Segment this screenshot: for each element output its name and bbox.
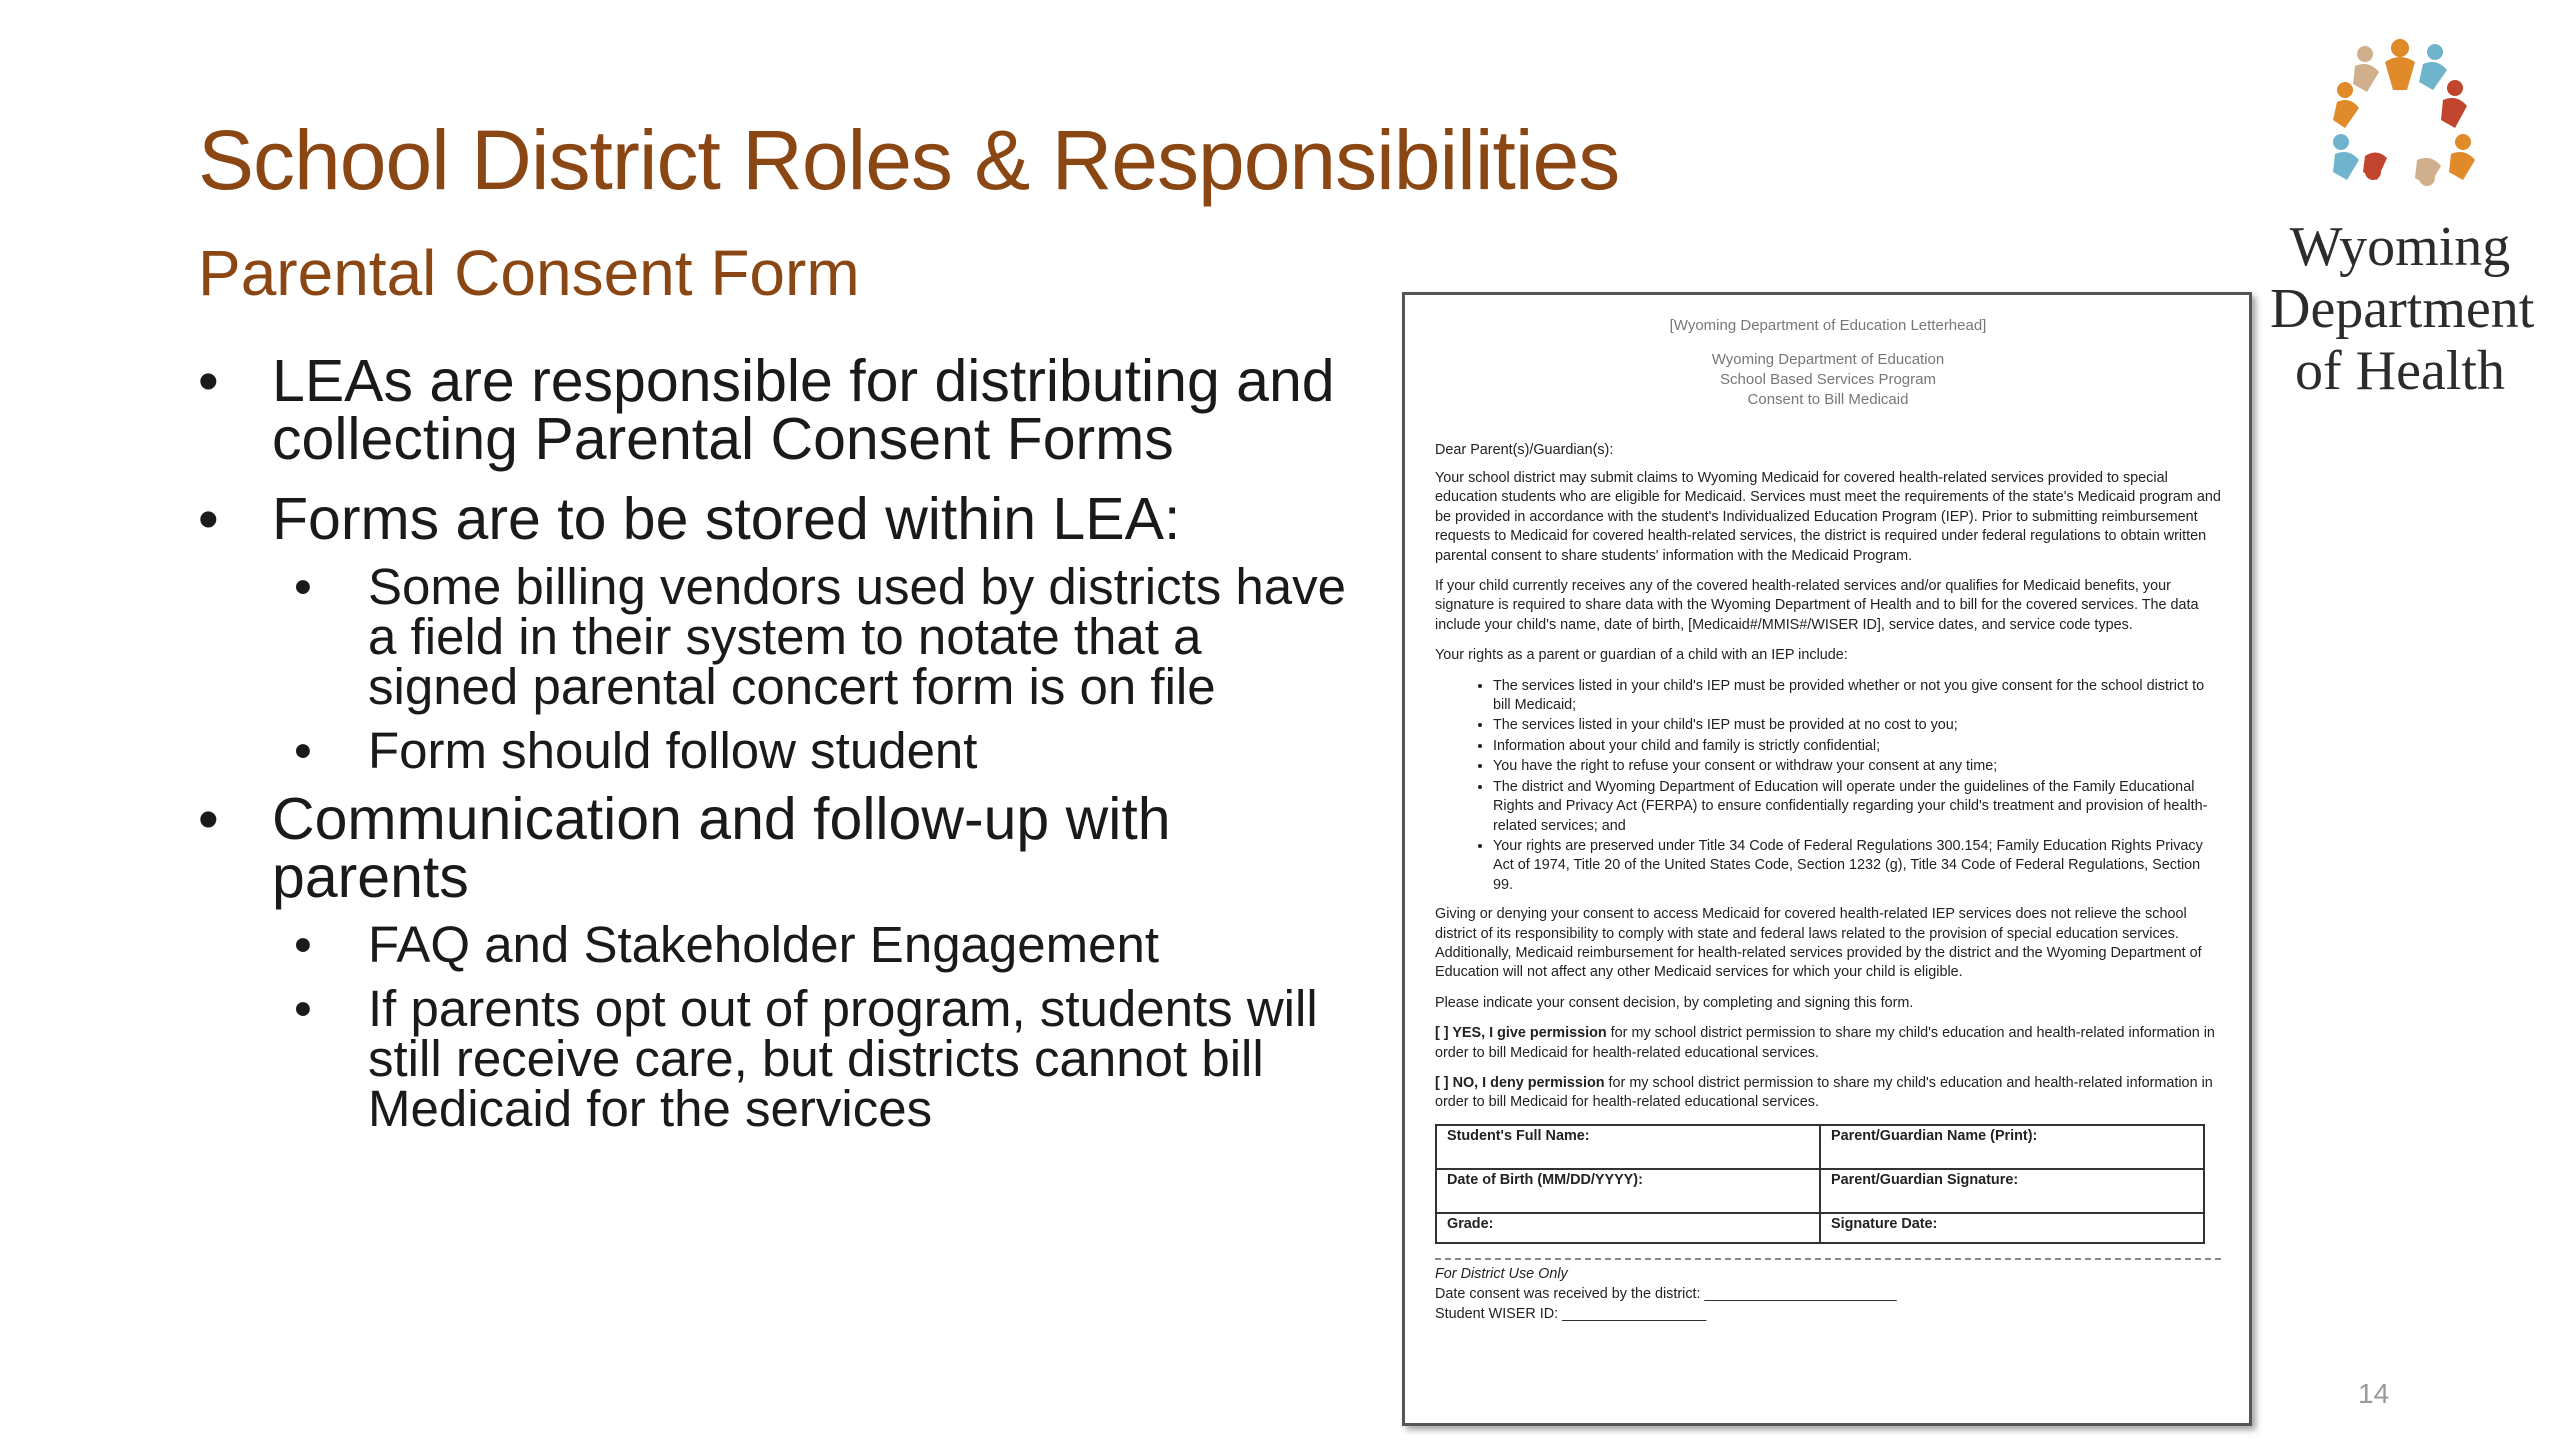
- rights-item: • You have the right to refuse your consent or withdraw your consent at any time;: [1493, 757, 2221, 776]
- form-paragraph: Your school district may submit claims to Wyoming Medicaid for covered health-related services provided to special education students who are eligible for Medicaid. Services must meet the requirements of the state's Medicaid program and be provided in accordance with the student's Individualized Education Program (IEP). Prior to submitting reimbursement requests to Medicaid for covered health-related services, the district is required under federal regulations to obtain written parental consent to share students' information with the Medicaid Program.: [1435, 470, 2221, 564]
- rights-item: • The district and Wyoming Department of Education will operate under the guidelines of the Family Educational Rights and Privacy Act (FERPA) to ensure confidentially regarding your child's treatment and provision of health-related services; and: [1493, 778, 2221, 836]
- consent-form-image: [1402, 292, 2252, 1426]
- form-title: Consent to Bill Medicaid: [1747, 391, 1909, 408]
- form-paragraph: Please indicate your consent decision, by completing and signing this form.: [1435, 994, 1914, 1011]
- district-use-label: For District Use Only: [1435, 1265, 1568, 1282]
- dob-field: Date of Birth (MM/DD/YYYY):: [1436, 1169, 1820, 1213]
- signature-table: [1435, 1124, 2205, 1244]
- sub-bullet-item: • Form should follow student: [198, 726, 1358, 776]
- form-paragraph: If your child currently receives any of the covered health-related services and/or qualifies for Medicaid benefits, your signature is required to share data with the Wyoming Department of Health and to bill for the covered services. The data include your child's name, date of birth, [Medicaid#/MMIS#/WISER ID], service dates, and service code types.: [1435, 578, 2199, 633]
- logo-line: of Health: [2295, 340, 2505, 402]
- sub-bullet-item: • FAQ and Stakeholder Engagement: [198, 920, 1358, 970]
- sub-bullet-item: • If parents opt out of program, students will still receive care, but districts cannot bill Medicaid for the services: [198, 984, 1358, 1134]
- yes-label: [ ] YES, I give permission: [1435, 1025, 1607, 1042]
- rights-item: • The services listed in your child's IEP must be provided whether or not you give consent for the school district to bill Medicaid;: [1493, 677, 2221, 716]
- signature-date-field: Signature Date:: [1820, 1213, 2204, 1243]
- wiser-id-line: Student WISER ID: __________________: [1435, 1305, 1707, 1322]
- date-received-line: Date consent was received by the district: ________________________: [1435, 1285, 1897, 1302]
- bullet-list: [198, 348, 1358, 1148]
- form-program: School Based Services Program: [1720, 371, 1936, 388]
- consent-yes-option: [1435, 1024, 2221, 1063]
- consent-no-option: [1435, 1074, 2221, 1113]
- yes-text: for my school district permission to share my child's education and health-related information in order to bill Medicaid for health-related educational services.: [1435, 1025, 2215, 1061]
- district-use-section: [1435, 1258, 2221, 1324]
- rights-item: • The services listed in your child's IEP must be provided at no cost to you;: [1493, 716, 2221, 735]
- rights-list: [1435, 677, 2221, 895]
- student-name-field: Student's Full Name:: [1436, 1125, 1820, 1169]
- page-number: 14: [2358, 1378, 2390, 1409]
- parent-name-field: Parent/Guardian Name (Print):: [1820, 1125, 2204, 1169]
- form-letterhead: [Wyoming Department of Education Letterhead]: [1669, 317, 1987, 334]
- form-greeting: Dear Parent(s)/Guardian(s):: [1435, 442, 1614, 458]
- bullet-item: • LEAs are responsible for distributing and collecting Parental Consent Forms: [198, 352, 1358, 468]
- form-paragraph: Giving or denying your consent to access Medicaid for covered health-related IEP services does not relieve the school district of its responsibility to comply with state and federal laws related to the provision of special education services. Additionally, Medicaid reimbursement for health-related services provided by the district and the Wyoming Department of Education will not affect any other Medicaid services for which your child is eligible.: [1435, 906, 2202, 981]
- slide-title: School District Roles & Responsibilities: [198, 113, 1620, 207]
- no-text: for my school district permission to share my child's education and health-related information in order to bill Medicaid for health-related educational services.: [1435, 1074, 2213, 1111]
- grade-field: Grade:: [1436, 1213, 1820, 1243]
- bullet-item: • Communication and follow-up with parents: [198, 790, 1358, 906]
- logo-line: Wyoming: [2289, 216, 2511, 278]
- parent-signature-field: Parent/Guardian Signature:: [1820, 1169, 2204, 1213]
- wyoming-health-logo: [2270, 30, 2535, 430]
- no-label: [ ] NO, I deny permission: [1435, 1074, 1605, 1091]
- logo-line: Department: [2270, 278, 2535, 340]
- form-paragraph: Your rights as a parent or guardian of a child with an IEP include:: [1435, 647, 1848, 664]
- bullet-item: • Forms are to be stored within LEA:: [198, 490, 1358, 548]
- people-circle-icon: [2315, 30, 2485, 200]
- sub-bullet-item: • Some billing vendors used by districts have a field in their system to notate that a signed parental concert form is on file: [198, 562, 1358, 712]
- slide-subtitle: Parental Consent Form: [198, 237, 860, 309]
- form-org: Wyoming Department of Education: [1711, 351, 1945, 368]
- rights-item: • Your rights are preserved under Title 34 Code of Federal Regulations 300.154; Family Education Rights Privacy Act of 1974, Title 20 of the United States Code, Section 1232 (g), Title 34 Code of Federal Regulations, Section 99.: [1493, 837, 2221, 895]
- rights-item: • Information about your child and family is strictly confidential;: [1493, 737, 2221, 756]
